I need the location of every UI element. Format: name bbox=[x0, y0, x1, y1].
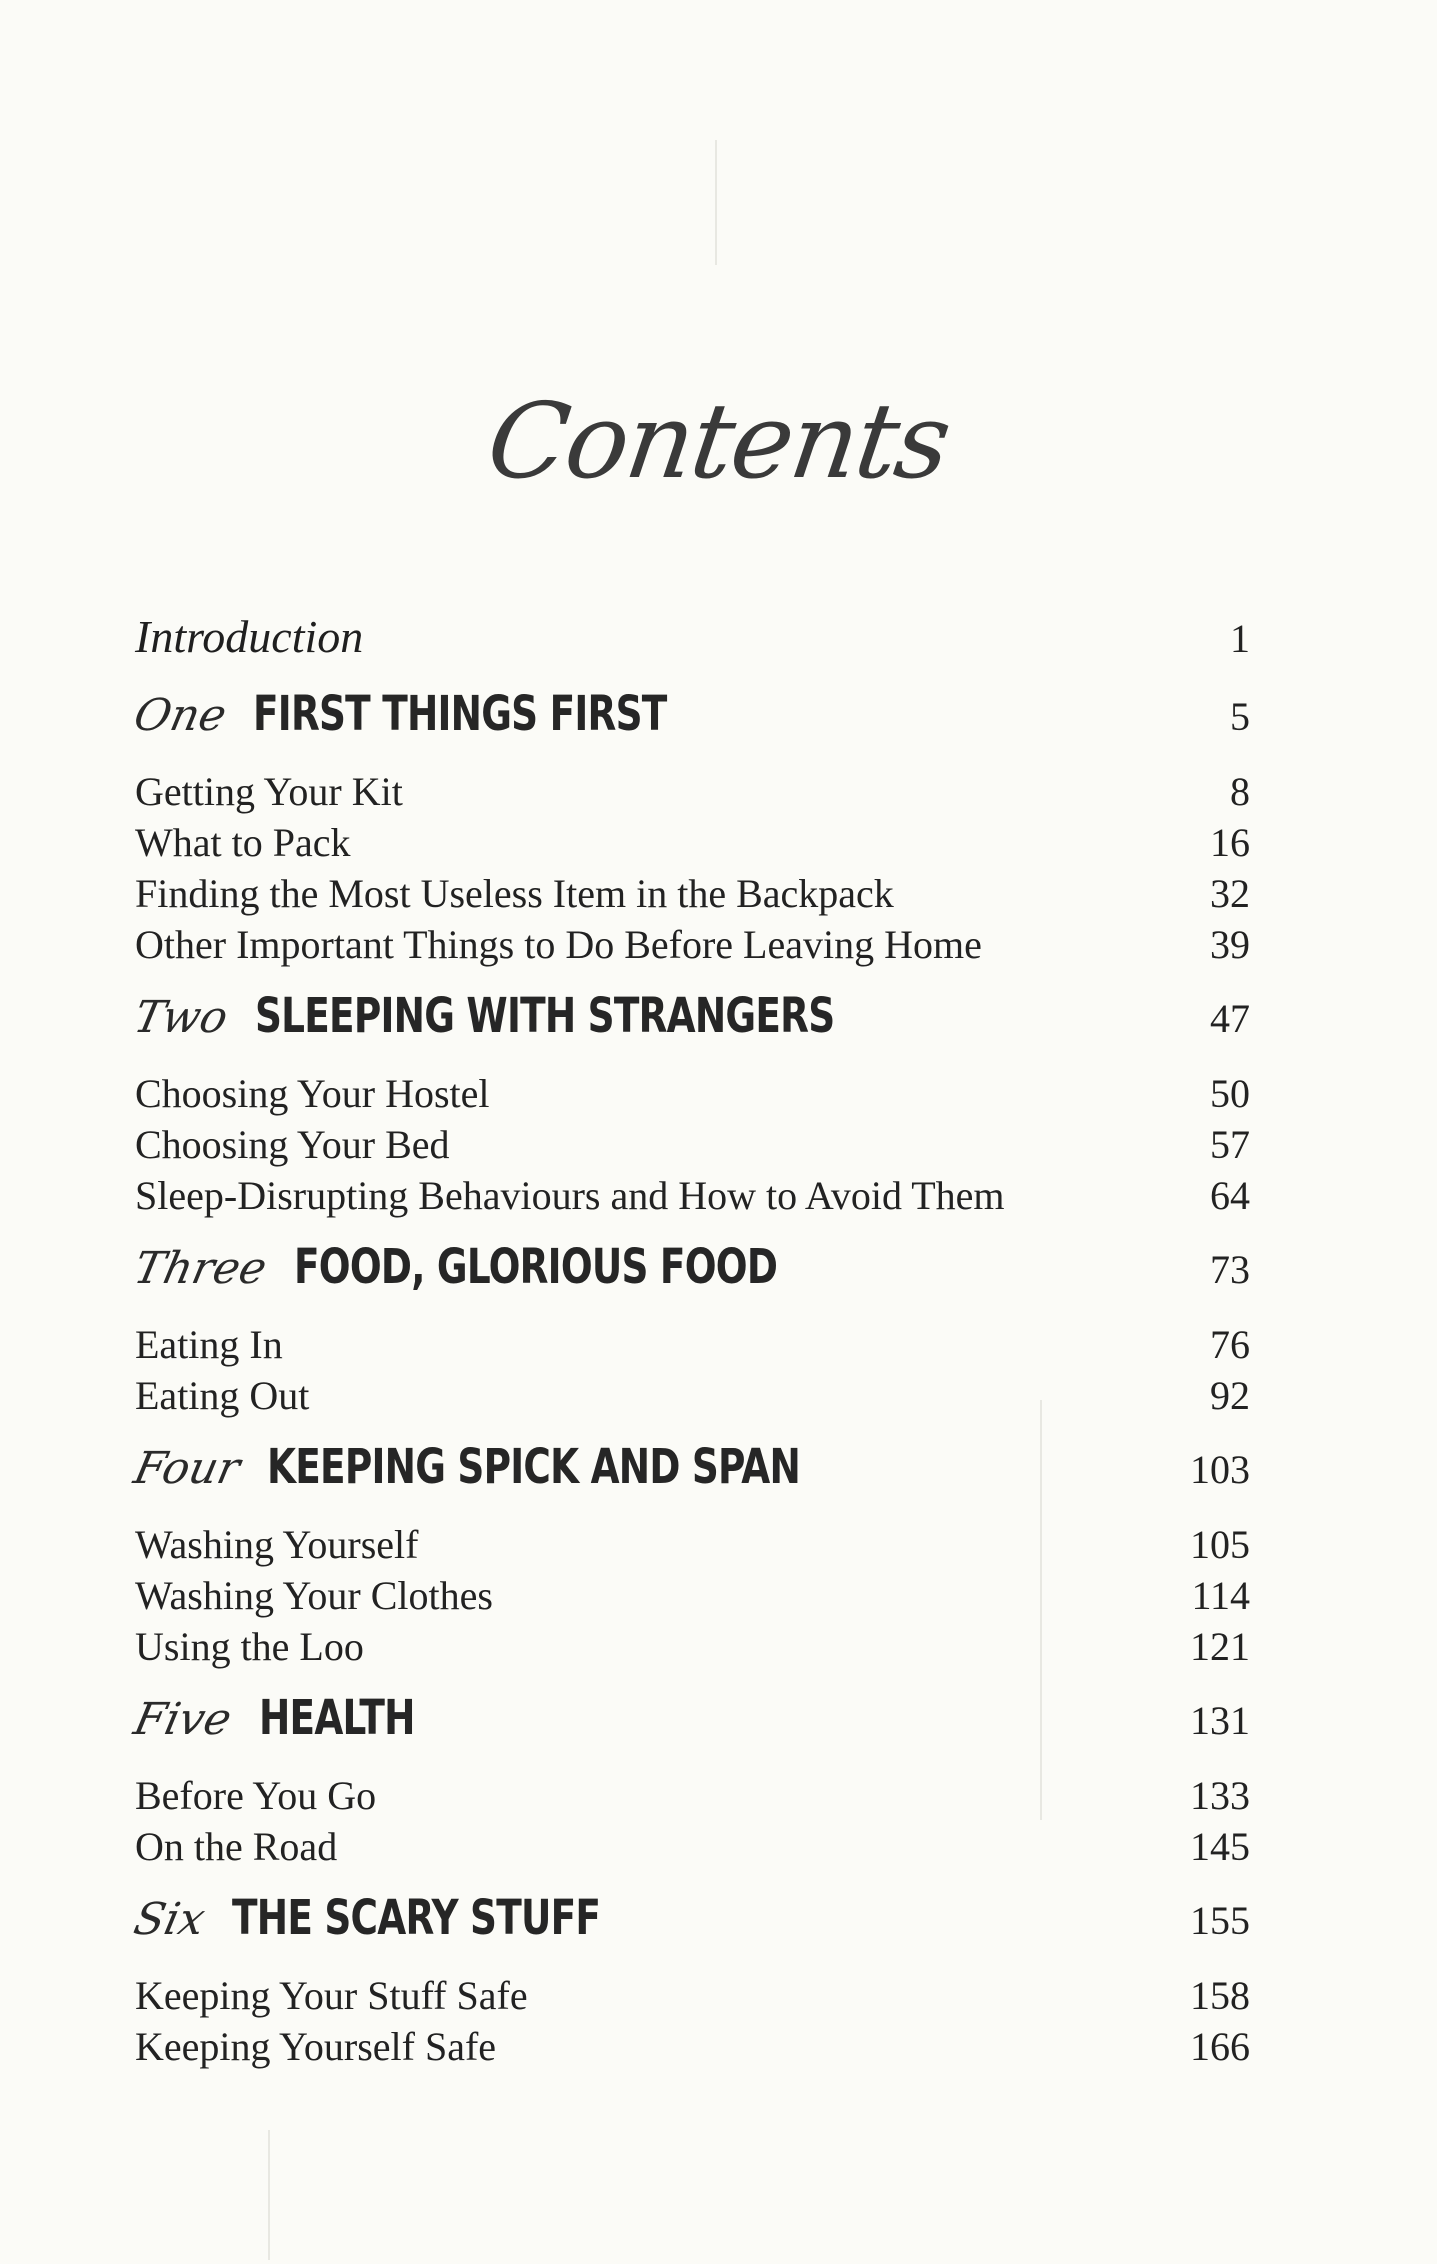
chapter-page: 5 bbox=[1230, 694, 1250, 739]
toc-entry[interactable] bbox=[135, 1623, 1250, 1674]
chapter-title: FIRST THINGS FIRST bbox=[253, 686, 667, 742]
toc-entry[interactable] bbox=[135, 1372, 1250, 1423]
chapter-heading[interactable] bbox=[129, 1439, 1250, 1521]
toc-entry[interactable] bbox=[135, 1070, 1250, 1121]
toc-entry[interactable] bbox=[135, 1321, 1250, 1372]
entry-label: Washing Your Clothes bbox=[135, 1573, 493, 1618]
entry-page: 105 bbox=[1190, 1522, 1250, 1567]
toc-entry[interactable] bbox=[135, 1172, 1250, 1223]
toc-entry[interactable] bbox=[135, 2023, 1250, 2074]
entry-label: Sleep-Disrupting Behaviours and How to Avoid Them bbox=[135, 1173, 1005, 1218]
entry-label: Using the Loo bbox=[135, 1624, 364, 1669]
page-title: Contents bbox=[480, 380, 957, 502]
entry-page: 32 bbox=[1210, 871, 1250, 916]
chapter-number: Three bbox=[129, 1243, 272, 1294]
entry-page: 76 bbox=[1210, 1322, 1250, 1367]
chapter-heading[interactable] bbox=[129, 1690, 1250, 1772]
scan-artifact bbox=[715, 140, 717, 265]
entry-page: 64 bbox=[1210, 1173, 1250, 1218]
entry-label: Keeping Your Stuff Safe bbox=[135, 1973, 528, 2018]
entry-label: Getting Your Kit bbox=[135, 769, 403, 814]
toc-entry[interactable] bbox=[135, 1772, 1250, 1823]
chapter-five bbox=[129, 1690, 1250, 1874]
entry-page: 145 bbox=[1190, 1824, 1250, 1869]
entry-label: Choosing Your Bed bbox=[135, 1122, 450, 1167]
entry-page: 16 bbox=[1210, 820, 1250, 865]
entry-label: Choosing Your Hostel bbox=[135, 1071, 490, 1116]
entry-page: 8 bbox=[1230, 769, 1250, 814]
entry-label: Other Important Things to Do Before Leaving Home bbox=[135, 922, 982, 967]
chapter-title: SLEEPING WITH STRANGERS bbox=[254, 988, 835, 1044]
entry-label: On the Road bbox=[135, 1824, 338, 1869]
entry-page: 166 bbox=[1190, 2024, 1250, 2069]
chapter-title: KEEPING SPICK AND SPAN bbox=[266, 1439, 801, 1495]
toc-entry[interactable] bbox=[135, 819, 1250, 870]
chapter-page: 47 bbox=[1210, 996, 1250, 1041]
chapter-title: FOOD, GLORIOUS FOOD bbox=[293, 1239, 777, 1295]
chapter-one bbox=[129, 686, 1250, 972]
toc-entry[interactable] bbox=[135, 870, 1250, 921]
chapter-heading[interactable] bbox=[129, 686, 1250, 768]
chapter-title: THE SCARY STUFF bbox=[232, 1890, 601, 1946]
introduction-label: Introduction bbox=[135, 611, 364, 662]
entry-label: What to Pack bbox=[135, 820, 351, 865]
chapter-number: Five bbox=[129, 1694, 236, 1745]
chapter-number: Six bbox=[129, 1894, 210, 1945]
entry-label: Keeping Yourself Safe bbox=[135, 2024, 497, 2069]
entry-label: Eating In bbox=[135, 1322, 283, 1367]
chapter-heading[interactable] bbox=[129, 1890, 1250, 1972]
chapter-heading[interactable] bbox=[129, 1239, 1250, 1321]
entry-page: 39 bbox=[1210, 922, 1250, 967]
chapter-six bbox=[129, 1890, 1250, 2074]
chapter-three bbox=[129, 1239, 1250, 1423]
toc-entry[interactable] bbox=[135, 768, 1250, 819]
introduction-page: 1 bbox=[1230, 616, 1250, 661]
entry-page: 133 bbox=[1190, 1773, 1250, 1818]
chapter-page: 73 bbox=[1210, 1247, 1250, 1292]
toc-entry[interactable] bbox=[135, 921, 1250, 972]
entry-page: 92 bbox=[1210, 1373, 1250, 1418]
toc-entry[interactable] bbox=[135, 1972, 1250, 2023]
entry-label: Washing Yourself bbox=[135, 1522, 419, 1567]
toc-entry[interactable] bbox=[135, 1823, 1250, 1874]
chapter-four bbox=[129, 1439, 1250, 1674]
entry-label: Eating Out bbox=[135, 1373, 310, 1418]
entry-page: 158 bbox=[1190, 1973, 1250, 2018]
table-of-contents bbox=[129, 610, 1250, 2074]
toc-introduction[interactable] bbox=[135, 610, 1250, 686]
chapter-page: 131 bbox=[1190, 1698, 1250, 1743]
chapter-two bbox=[129, 988, 1250, 1223]
scan-artifact bbox=[268, 2130, 270, 2260]
chapter-title: HEALTH bbox=[258, 1690, 415, 1746]
toc-entry[interactable] bbox=[135, 1572, 1250, 1623]
entry-label: Finding the Most Useless Item in the Backpack bbox=[135, 871, 894, 916]
toc-entry[interactable] bbox=[135, 1121, 1250, 1172]
chapter-heading[interactable] bbox=[129, 988, 1250, 1070]
entry-label: Before You Go bbox=[135, 1773, 377, 1818]
chapter-number: One bbox=[129, 690, 231, 741]
chapter-number: Four bbox=[129, 1443, 245, 1494]
entry-page: 121 bbox=[1190, 1624, 1250, 1669]
entry-page: 57 bbox=[1210, 1122, 1250, 1167]
chapter-page: 103 bbox=[1190, 1447, 1250, 1492]
chapter-number: Two bbox=[129, 992, 233, 1043]
entry-page: 50 bbox=[1210, 1071, 1250, 1116]
toc-entry[interactable] bbox=[135, 1521, 1250, 1572]
chapter-page: 155 bbox=[1190, 1898, 1250, 1943]
entry-page: 114 bbox=[1191, 1573, 1250, 1618]
